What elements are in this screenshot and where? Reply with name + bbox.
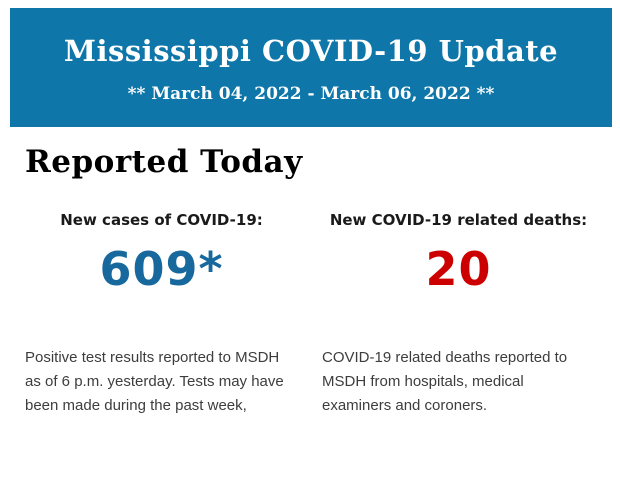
header-banner — [10, 8, 612, 127]
stat-description-new-deaths: COVID-19 related deaths reported to MSDH from hospitals, medical examiners and coroners. — [322, 349, 568, 414]
stat-new-deaths — [322, 211, 595, 418]
stat-value-new-deaths: 20 — [425, 242, 492, 296]
stat-new-cases — [25, 211, 298, 418]
stat-value-new-cases: 609* — [99, 242, 224, 296]
stat-description-new-cases: Positive test results reported to MSDH as of 6 p.m. yesterday. Tests may have been made during the past week, — [25, 349, 284, 414]
section-heading: Reported Today — [25, 144, 303, 180]
date-range: ** March 04, 2022 - March 06, 2022 ** — [127, 83, 495, 104]
page-title: Mississippi COVID-19 Update — [63, 33, 559, 68]
stat-label-new-cases: New cases of COVID-19: — [60, 211, 263, 229]
msdh-covid-update-page — [0, 8, 620, 491]
stat-label-new-deaths: New COVID-19 related deaths: — [329, 211, 588, 229]
content-area — [0, 144, 620, 418]
stats-grid — [25, 211, 595, 418]
